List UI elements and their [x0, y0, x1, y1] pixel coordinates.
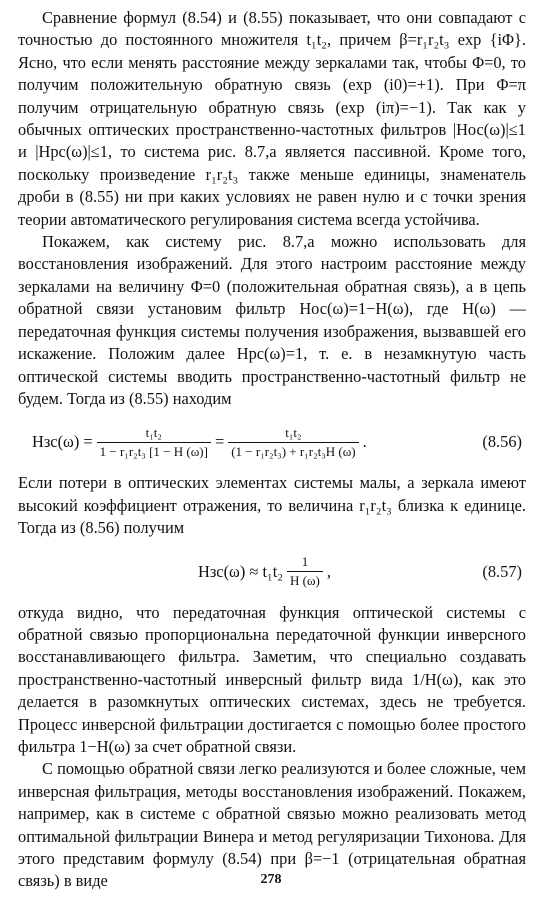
paragraph-2: Покажем, как систему рис. 8.7,а можно использовать для восстановления изображений. Для этого настроим расстояние между зеркалами на величину Φ=0 (положительная обратная связь), а в цепь обратной связи установим фильтр Hос(ω)=1−H(ω), где H(ω) — передаточная функция системы получения изображения, вызвавшей его искажение. Положим далее Hрс(ω)=1, т. е. в незамкнутую часть оптической системы вводить пространственно-частотный фильтр не будем. Тогда из (8.55) находим	[18, 232, 526, 408]
eq857-fraction-denominator: H (ω)	[287, 571, 323, 589]
eq857-lhs: Hзс(ω) ≈ t₁t₂	[198, 561, 284, 581]
eq856-fraction-2	[228, 425, 358, 460]
eq857-comma: ,	[326, 561, 331, 581]
eq856-period: .	[362, 432, 367, 452]
equation-8-57	[18, 546, 526, 598]
eq856-fraction-1-numerator: t₁t₂	[145, 424, 162, 440]
eq856-fraction-1-denominator: 1 − r₁r₂t₃ [1 − H (ω)]	[97, 442, 211, 460]
eq856-fraction-2-denominator: (1 − r₁r₂t₃) + r₁r₂t₃H (ω)	[228, 442, 358, 460]
paragraph-1: Сравнение формул (8.54) и (8.55) показывает, что они совпадают с точностью до постоянного множителя t₁t₂, причем β=r₁r₂t₃ exp {iΦ}. Ясно, что если менять расстояние между зеркалами так, чтобы Φ=0, то получим положительную обратную связь (exp (i0)=+1). При Φ=π получим отрицательную обратную связь (exp (iπ)=−1). Так как у обычных оптических пространственно-частотных фильтров |Hос(ω)|≤1 и |Hрс(ω)|≤1, то система рис. 8.7,а является пассивной. Кроме того, поскольку произведение r₁r₂t₃ также меньше единицы, знаменатель дроби в (8.55) ни при каких условиях не равен нулю и с точки зрения теории автоматического регулирования система всегда устойчива.	[18, 8, 526, 229]
eq856-fraction-2-numerator: t₁t₂	[285, 424, 302, 440]
eq856-lhs: Hзс(ω) =	[32, 432, 93, 452]
paragraph-3: Если потери в оптических элементах системы малы, а зеркала имеют высокий коэффициент отражения, то величина r₁r₂t₃ близка к единице. Тогда из (8.56) получим	[18, 473, 526, 538]
eq856-fraction-1	[97, 425, 211, 460]
page-number: 278	[260, 872, 282, 887]
eq856-equals: =	[214, 432, 225, 452]
paragraph-4: откуда видно, что передаточная функция оптической системы с обратной связью пропорциональна передаточной функции инверсного восстанавливающего фильтра. Заметим, что специально создавать пространственно-частотный инверсный фильтр вида 1/H(ω), как это делается в разомкнутых оптических системах, здесь не требуется. Процесс инверсной фильтрации достигается с помощью более простого фильтра 1−H(ω) за счет обратной связи.	[18, 602, 526, 756]
equation-8-56	[18, 416, 526, 468]
eq857-fraction	[287, 554, 323, 589]
eq856-number: (8.56)	[482, 432, 522, 452]
eq857-number: (8.57)	[482, 561, 522, 581]
eq857-fraction-numerator: 1	[301, 554, 309, 570]
paragraph-5: С помощью обратной связи легко реализуются и более сложные, чем инверсная фильтрация, методы восстановления изображений. Покажем, например, как в системе с обратной связью можно реализовать метод оптимальной фильтрации Винера и метод регуляризации Тихонова. Для этого представим формулу (8.54) при β=−1 (отрицательная обратная связь) в виде	[18, 759, 526, 891]
